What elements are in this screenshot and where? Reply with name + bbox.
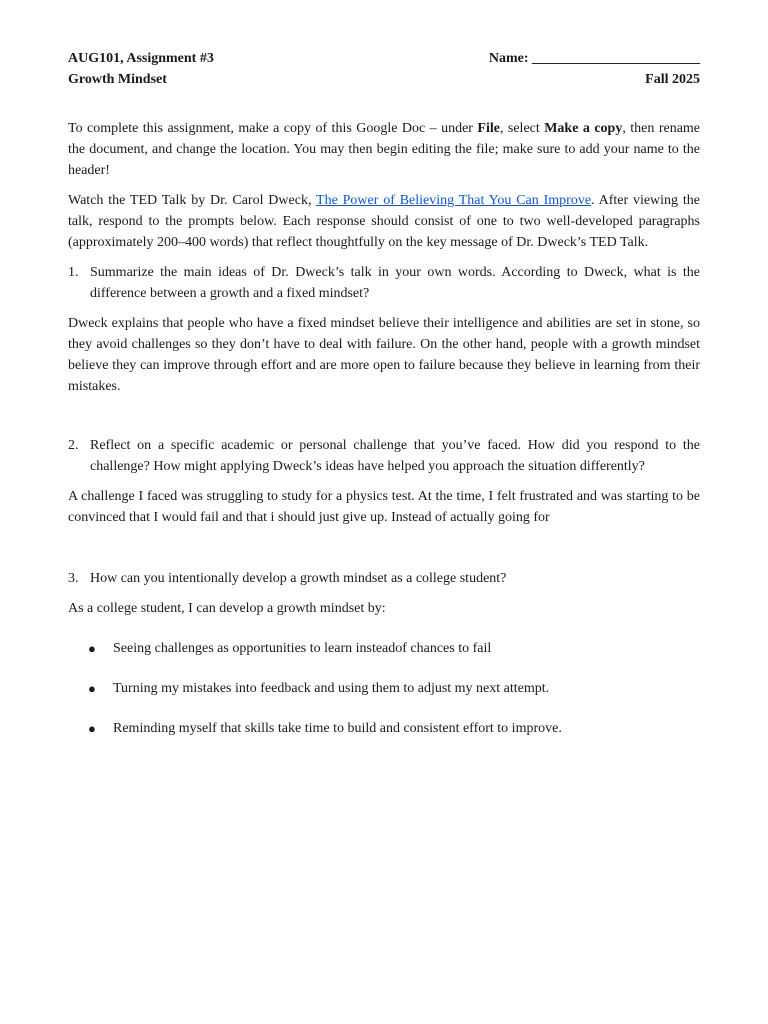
question-3 bbox=[68, 568, 700, 589]
question-1 bbox=[68, 262, 700, 304]
header-row-1 bbox=[68, 48, 700, 69]
file-menu-ref: File bbox=[477, 121, 500, 136]
header-row-2 bbox=[68, 69, 700, 90]
document-header bbox=[68, 48, 700, 90]
watch-text-2: . After viewing the talk, respond to the prompts below. Each response should consist of one to two well-developed paragraphs (approximately 200–400 words) that reflect thoughtfully on the key message of Dr. Dweck’s TED Talk. bbox=[68, 193, 700, 250]
list-item-text: Reminding myself that skills take time to build and consistent effort to improve. bbox=[113, 721, 562, 736]
spacer bbox=[68, 406, 700, 435]
list-item[interactable] bbox=[68, 678, 700, 699]
ted-talk-link[interactable]: The Power of Believing That You Can Improve bbox=[316, 193, 592, 208]
question-1-number: 1. bbox=[68, 265, 79, 280]
term-label: Fall 2025 bbox=[645, 72, 700, 87]
bullet-icon: ● bbox=[88, 721, 96, 736]
watch-paragraph bbox=[68, 190, 700, 253]
bullet-list bbox=[68, 638, 700, 739]
instructions-text-3: , then rename the document, and change the location. You may then begin editing the file; make sure to add your name to the header! bbox=[68, 121, 701, 178]
list-item-text: Turning my mistakes into feedback and using them to adjust my next attempt. bbox=[113, 681, 550, 696]
instructions-text-2: , select bbox=[499, 121, 545, 136]
course-title: AUG101, Assignment #3 bbox=[68, 51, 214, 66]
question-2 bbox=[68, 435, 700, 477]
name-field[interactable]: Name: ________________________ bbox=[488, 51, 700, 66]
question-1-text: Summarize the main ideas of Dr. Dweck’s talk in your own words. According to Dweck, what is the difference between a growth and a fixed mindset? bbox=[90, 265, 700, 301]
answer-1[interactable]: Dweck explains that people who have a fixed mindset believe their intelligence and abilities are set in stone, so they avoid challenges so they don’t have to deal with failure. On the other hand, people with a growth mindset believe they can improve through effort and are more open to failure because they believe in learning from their mistakes. bbox=[68, 316, 700, 394]
instructions-paragraph bbox=[68, 118, 700, 181]
question-3-number: 3. bbox=[68, 571, 79, 586]
answer-2[interactable]: A challenge I faced was struggling to study for a physics test. At the time, I felt frustrated and was starting to be convinced that I would fail and that i should just give up. Instead of actually going for bbox=[68, 489, 700, 525]
answer-3-intro[interactable]: As a college student, I can develop a growth mindset by: bbox=[68, 601, 386, 616]
list-item[interactable] bbox=[68, 638, 700, 659]
make-copy-ref: Make a copy bbox=[544, 121, 623, 136]
document-page bbox=[68, 48, 700, 758]
question-2-number: 2. bbox=[68, 438, 79, 453]
topic-title: Growth Mindset bbox=[68, 72, 167, 87]
spacer bbox=[68, 537, 700, 568]
question-2-text: Reflect on a specific academic or personal challenge that you’ve faced. How did you respond to the challenge? How might applying Dweck’s ideas have helped you approach the situation differently? bbox=[90, 438, 700, 474]
bullet-icon: ● bbox=[88, 681, 96, 696]
list-item-text: Seeing challenges as opportunities to learn insteadof chances to fail bbox=[113, 641, 492, 656]
watch-text-1: Watch the TED Talk by Dr. Carol Dweck, bbox=[68, 193, 317, 208]
list-item[interactable] bbox=[68, 718, 700, 739]
instructions-text-1: To complete this assignment, make a copy of this Google Doc – under bbox=[68, 121, 478, 136]
question-3-text: How can you intentionally develop a growth mindset as a college student? bbox=[90, 571, 507, 586]
bullet-icon: ● bbox=[88, 641, 96, 656]
